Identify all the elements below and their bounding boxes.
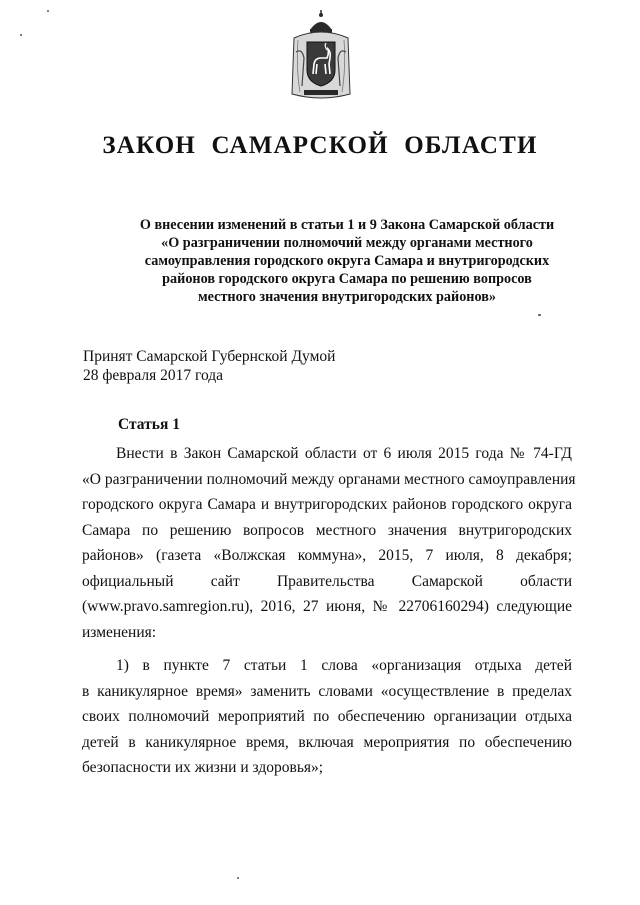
text-line: 1) в пункте 7 статьи 1 слова «организация отдыха детей xyxy=(116,657,572,674)
article-paragraph-2 xyxy=(82,653,572,781)
law-subject xyxy=(112,216,582,306)
scan-speck xyxy=(20,34,22,36)
text-line: районов» (газета «Волжская коммуна», 2015, 7 июля, 8 декабря; xyxy=(82,547,572,564)
text-line: изменения: xyxy=(82,623,157,641)
scan-speck xyxy=(538,314,541,316)
adoption-body: Принят Самарской Губернской Думой xyxy=(83,348,336,365)
text-line: в каникулярное время» заменить словами «осуществление в пределах xyxy=(82,682,572,700)
subject-line: местного значения внутригородских районов» xyxy=(198,289,496,305)
adoption-date: 28 февраля 2017 года xyxy=(83,367,224,384)
article-paragraph-1 xyxy=(82,441,576,645)
text-line: своих полномочий мероприятий по обеспечению организации отдыха xyxy=(82,708,572,725)
subject-line: районов городского округа Самара по решению вопросов xyxy=(162,271,532,287)
text-line: Внести в Закон Самарской области от 6 июля 2015 года № 74-ГД xyxy=(116,445,572,462)
text-line: детей в каникулярное время, включая мероприятия по обеспечению xyxy=(82,733,572,751)
article-heading: Статья 1 xyxy=(118,416,180,433)
text-line: «О разграничении полномочий между органами местного самоуправления xyxy=(82,470,576,488)
text-line: Самара по решению вопросов местного значения внутригородских xyxy=(82,521,572,539)
scan-speck xyxy=(237,877,239,879)
law-title: ЗАКОН САМАРСКОЙ ОБЛАСТИ xyxy=(102,132,538,159)
text-line: безопасности их жизни и здоровья»; xyxy=(82,759,324,776)
text-line: официальный сайт Правительства Самарской области xyxy=(82,572,572,590)
coat-of-arms-icon xyxy=(288,8,354,104)
scan-speck xyxy=(47,10,49,12)
subject-line: самоуправления городского округа Самара и внутригородских xyxy=(144,253,550,269)
subject-line: О внесении изменений в статьи 1 и 9 Закона Самарской области xyxy=(139,217,555,233)
adoption-info xyxy=(83,347,335,385)
text-line: городского округа Самара и внутригородских районов городского округа xyxy=(82,496,572,513)
subject-line: «О разграничении полномочий между органами местного xyxy=(161,235,533,251)
text-line: (www.pravo.samregion.ru), 2016, 27 июня, № 22706160294) следующие xyxy=(82,598,572,615)
